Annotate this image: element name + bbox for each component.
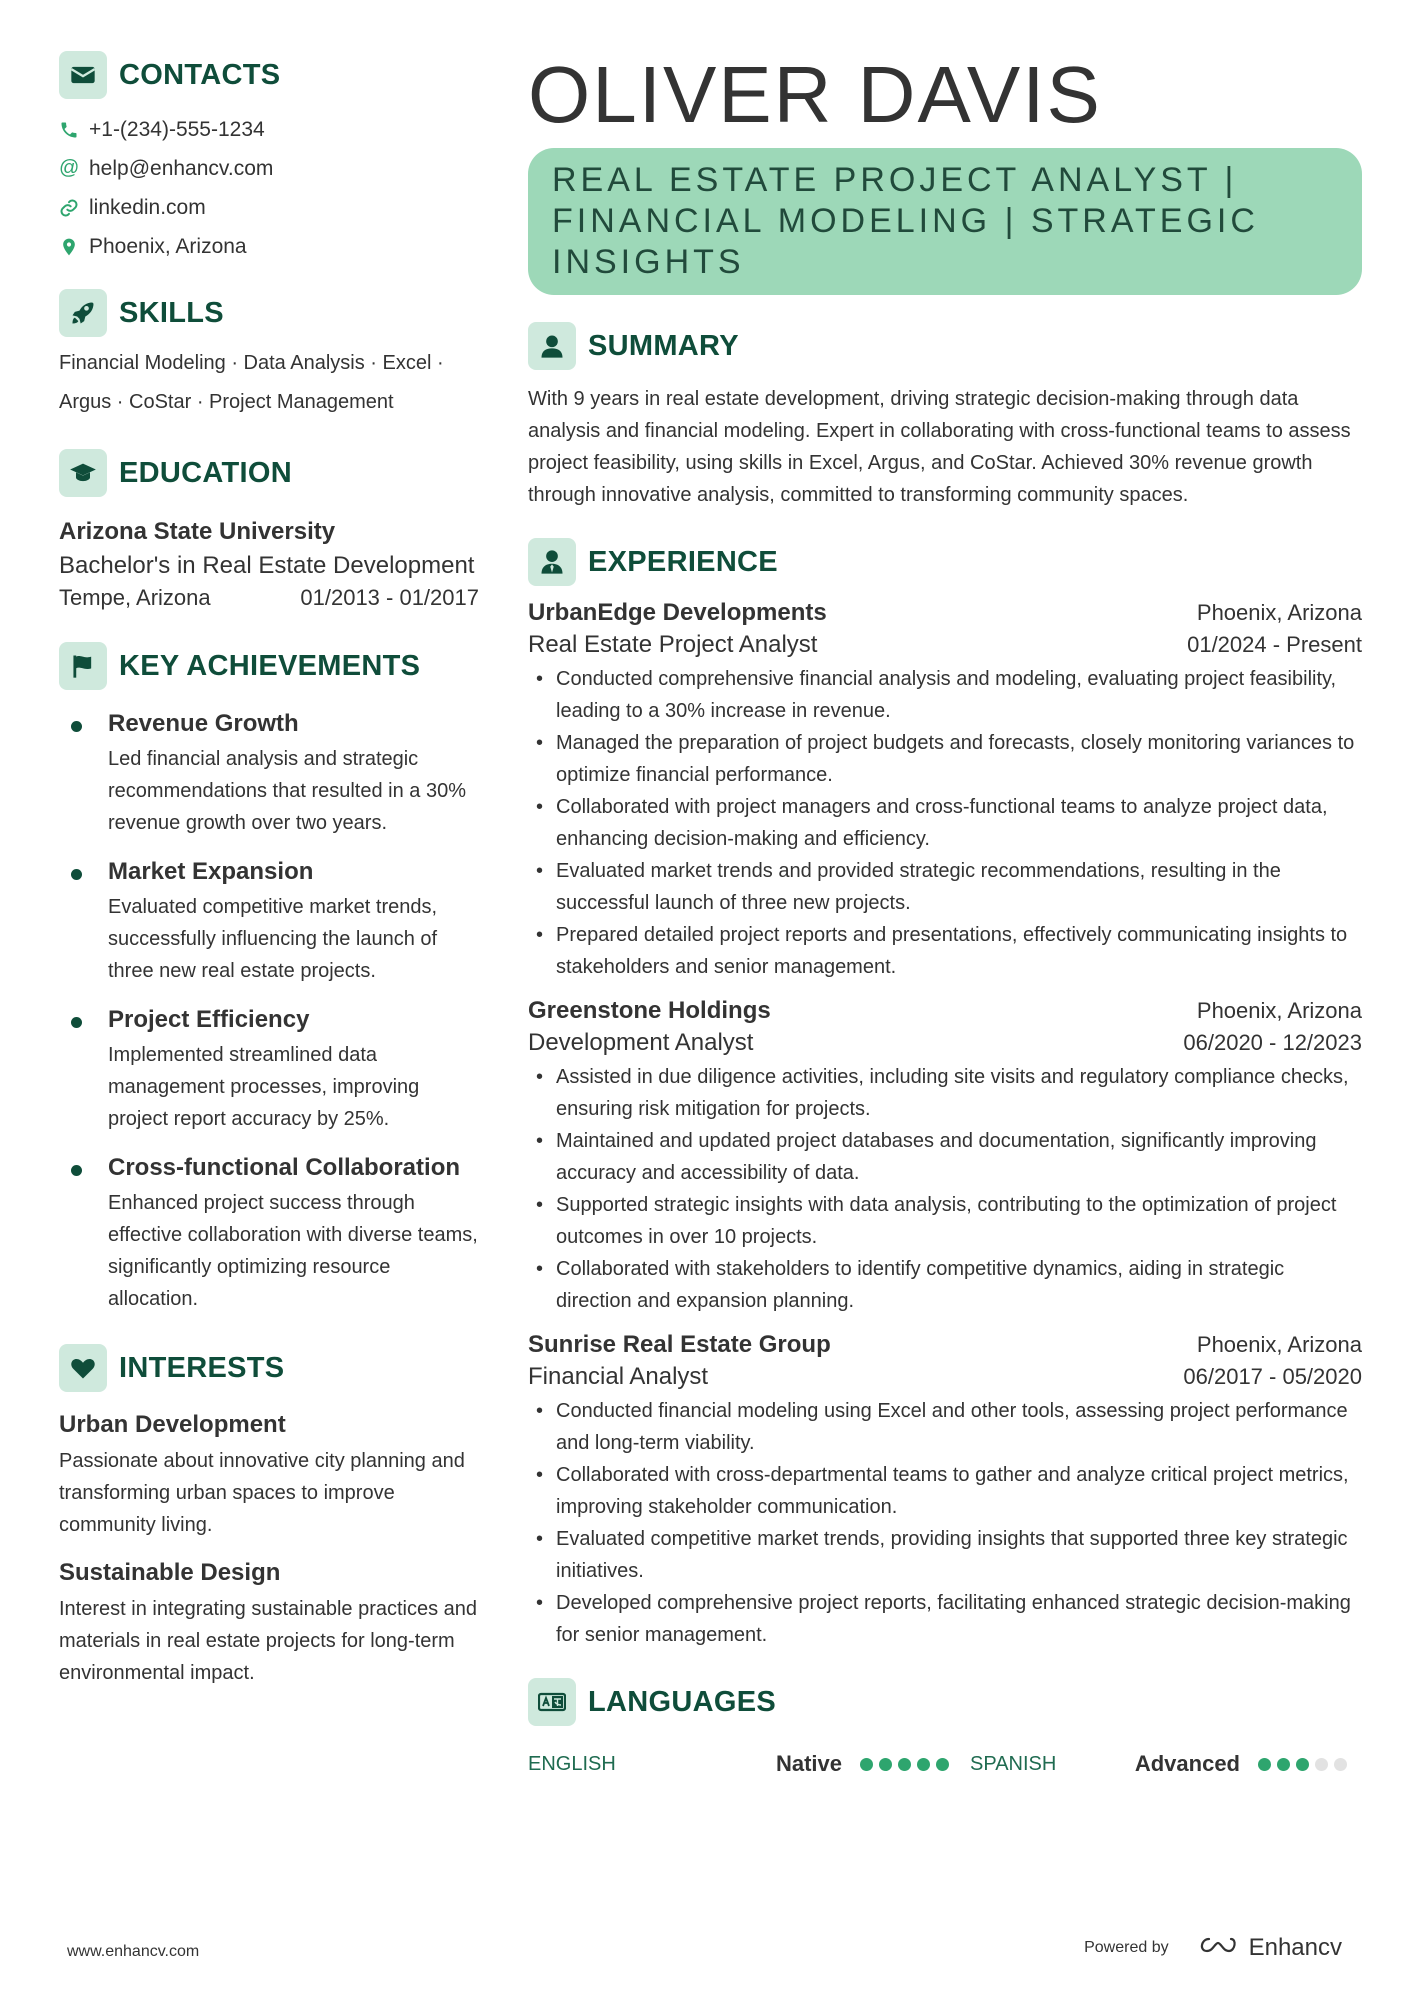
candidate-name: OLIVER DAVIS <box>528 50 1102 139</box>
achievement-title: Cross-functional Collaboration <box>108 1154 461 1181</box>
contact-linkedin[interactable] <box>59 188 479 227</box>
education-dates: 01/2013 - 01/2017 <box>300 585 479 610</box>
job-bullet: • Supported strategic insights with data analysis, contributing to the optimization of project outcomes in over 10 projects. <box>528 1189 1362 1253</box>
achievement-desc: Led financial analysis and strategic recommendations that resulted in a 30% revenue growth over two years. <box>108 748 466 834</box>
interest-title: Sustainable Design <box>59 1559 281 1586</box>
job-company: Greenstone Holdings <box>528 997 771 1024</box>
rating-dot <box>917 1758 930 1771</box>
language-level: Native <box>775 1751 842 1776</box>
email-text: help@enhancv.com <box>89 156 274 180</box>
bullet-dot <box>71 1017 82 1028</box>
job-bullets <box>528 663 1362 983</box>
languages-list <box>528 1747 1362 1781</box>
education-location: Tempe, Arizona <box>59 585 211 610</box>
footer-website[interactable]: www.enhancv.com <box>67 1943 200 1960</box>
achievement-desc: Evaluated competitive market trends, successfully influencing the launch of three new real estate projects. <box>108 896 438 982</box>
education-section-header <box>59 448 479 498</box>
job-bullet: • Collaborated with cross-departmental teams to gather and analyze critical project metrics, improving stakeholder communication. <box>528 1459 1362 1523</box>
title-banner <box>528 148 1362 295</box>
powered-by-label: Powered by <box>1084 1938 1169 1956</box>
interest-desc: Interest in integrating sustainable practices and materials in real estate projects for long-term environmental impact. <box>59 1598 478 1684</box>
interests-heading: INTERESTS <box>119 1351 285 1384</box>
job-bullet: • Conducted financial modeling using Excel and other tools, assessing project performance and long-term viability. <box>528 1395 1362 1459</box>
language-rating <box>860 1758 970 1771</box>
skills-section-header <box>59 288 479 338</box>
achievement-title: Revenue Growth <box>108 710 299 737</box>
interest-item <box>59 1559 479 1689</box>
skills-line: Financial Modeling · Data Analysis · Excel · <box>59 352 444 374</box>
job-bullets <box>528 1395 1362 1651</box>
rating-dot <box>1258 1758 1271 1771</box>
job-bullet: • Managed the preparation of project budgets and forecasts, closely monitoring variances to optimize financial performance. <box>528 727 1362 791</box>
bullet-dot <box>71 721 82 732</box>
heart-icon <box>59 1344 107 1392</box>
job-bullet: • Conducted comprehensive financial analysis and modeling, evaluating project feasibility, leading to a 30% increase in revenue. <box>528 663 1362 727</box>
languages-heading: LANGUAGES <box>588 1685 776 1718</box>
job-bullet: • Collaborated with project managers and cross-functional teams to analyze project data, enhancing decision-making and efficiency. <box>528 791 1362 855</box>
job-bullets <box>528 1061 1362 1317</box>
achievement-item <box>59 857 479 987</box>
skills-heading: SKILLS <box>119 296 224 329</box>
contacts-heading: CONTACTS <box>119 58 281 91</box>
rating-dot <box>1334 1758 1347 1771</box>
rating-dot <box>879 1758 892 1771</box>
achievement-title: Project Efficiency <box>108 1006 310 1033</box>
rating-dot <box>1315 1758 1328 1771</box>
location-pin-icon <box>59 237 89 257</box>
job-bullet: • Prepared detailed project reports and presentations, effectively communicating insights to stakeholders and senior management. <box>528 919 1362 983</box>
job-dates: 06/2020 - 12/2023 <box>1183 1030 1362 1055</box>
rating-dot <box>1296 1758 1309 1771</box>
job-bullet: • Evaluated competitive market trends, providing insights that supported three key strategic initiatives. <box>528 1523 1362 1587</box>
candidate-title: REAL ESTATE PROJECT ANALYST | FINANCIAL MODELING | STRATEGIC INSIGHTS <box>552 161 1259 281</box>
experience-section-header <box>528 537 1362 587</box>
job-company: Sunrise Real Estate Group <box>528 1331 831 1358</box>
rating-dot <box>1277 1758 1290 1771</box>
left-column <box>59 50 479 1689</box>
contact-location <box>59 227 479 266</box>
translate-icon <box>528 1678 576 1726</box>
rating-dot <box>860 1758 873 1771</box>
achievements-section-header <box>59 641 479 691</box>
at-icon: @ <box>59 157 80 179</box>
job-bullet: • Evaluated market trends and provided strategic recommendations, resulting in the successful launch of three new projects. <box>528 855 1362 919</box>
job-role: Financial Analyst <box>528 1363 709 1390</box>
language-name: ENGLISH <box>528 1752 616 1775</box>
user-tie-icon <box>528 538 576 586</box>
job-location: Phoenix, Arizona <box>1196 998 1362 1023</box>
interests-section-header <box>59 1343 479 1393</box>
job-role: Development Analyst <box>528 1029 754 1056</box>
experience-job <box>528 997 1362 1317</box>
education-heading: EDUCATION <box>119 456 292 489</box>
contact-phone <box>59 110 479 149</box>
achievement-item <box>59 709 479 839</box>
job-dates: 06/2017 - 05/2020 <box>1183 1364 1362 1389</box>
experience-job <box>528 1331 1362 1651</box>
envelope-icon <box>59 51 107 99</box>
location-text: Phoenix, Arizona <box>89 234 247 258</box>
job-bullet: • Assisted in due diligence activities, including site visits and regulatory compliance checks, ensuring risk mitigation for projects. <box>528 1061 1362 1125</box>
achievement-item <box>59 1005 479 1135</box>
job-bullet: • Developed comprehensive project reports, facilitating enhanced strategic decision-making for senior management. <box>528 1587 1362 1651</box>
user-icon <box>528 322 576 370</box>
bullet-dot <box>71 1165 82 1176</box>
graduation-cap-icon <box>59 449 107 497</box>
job-dates: 01/2024 - Present <box>1187 632 1362 657</box>
interest-title: Urban Development <box>59 1411 286 1438</box>
phone-text: +1-(234)-555-1234 <box>89 117 265 141</box>
rating-dot <box>898 1758 911 1771</box>
job-location: Phoenix, Arizona <box>1196 600 1362 625</box>
job-company: UrbanEdge Developments <box>528 599 827 626</box>
achievements-list <box>59 709 479 1315</box>
bullet-dot <box>71 869 82 880</box>
job-bullet: • Maintained and updated project databases and documentation, significantly improving accuracy and accessibility of data. <box>528 1125 1362 1189</box>
education-school: Arizona State University <box>59 518 336 545</box>
job-bullet: • Collaborated with stakeholders to identify competitive dynamics, aiding in strategic direction and expansion planning. <box>528 1253 1362 1317</box>
interest-item <box>59 1411 479 1541</box>
summary-text: With 9 years in real estate development, driving strategic decision-making through data analysis and financial modeling. Expert in collaborating with cross-functional teams to assess project feasibility, using skills in Excel, Argus, and CoStar. Achieved 30% revenue growth through innovative analysis, committed to transforming community spaces. <box>528 388 1351 506</box>
achievement-desc: Enhanced project success through effective collaboration with diverse teams, significantly optimizing resource allocation. <box>108 1192 478 1310</box>
experience-heading: EXPERIENCE <box>588 545 778 578</box>
achievements-heading: KEY ACHIEVEMENTS <box>119 649 421 682</box>
skills-list <box>59 344 479 422</box>
interests-list <box>59 1411 479 1689</box>
phone-icon <box>59 120 89 140</box>
education-meta <box>59 585 479 611</box>
experience-job <box>528 599 1362 983</box>
achievement-item <box>59 1153 479 1315</box>
enhancv-logo-icon <box>1195 1933 1241 1962</box>
job-location: Phoenix, Arizona <box>1196 1332 1362 1357</box>
flag-icon <box>59 642 107 690</box>
achievement-desc: Implemented streamlined data management processes, improving project report accuracy by 25%. <box>108 1044 420 1130</box>
education-degree: Bachelor's in Real Estate Development <box>59 552 475 579</box>
rating-dot <box>936 1758 949 1771</box>
job-role: Real Estate Project Analyst <box>528 631 818 658</box>
summary-heading: SUMMARY <box>588 329 739 362</box>
interest-desc: Passionate about innovative city planning and transforming urban spaces to improve community living. <box>59 1450 465 1536</box>
languages-section-header <box>528 1677 1362 1727</box>
contacts-section-header <box>59 50 479 100</box>
skills-line: Argus · CoStar · Project Management <box>59 391 394 413</box>
linkedin-text: linkedin.com <box>89 195 206 219</box>
language-level: Advanced <box>1134 1751 1240 1776</box>
right-column <box>528 50 1362 1781</box>
link-icon <box>59 198 89 218</box>
brand-name: Enhancv <box>1248 1933 1342 1961</box>
achievement-title: Market Expansion <box>108 858 314 885</box>
language-rating <box>1258 1758 1348 1771</box>
language-name: SPANISH <box>970 1752 1057 1775</box>
rocket-icon <box>59 289 107 337</box>
contact-email[interactable] <box>59 149 479 188</box>
footer-brand[interactable] <box>1084 1933 1342 1962</box>
summary-section-header <box>528 321 1362 371</box>
